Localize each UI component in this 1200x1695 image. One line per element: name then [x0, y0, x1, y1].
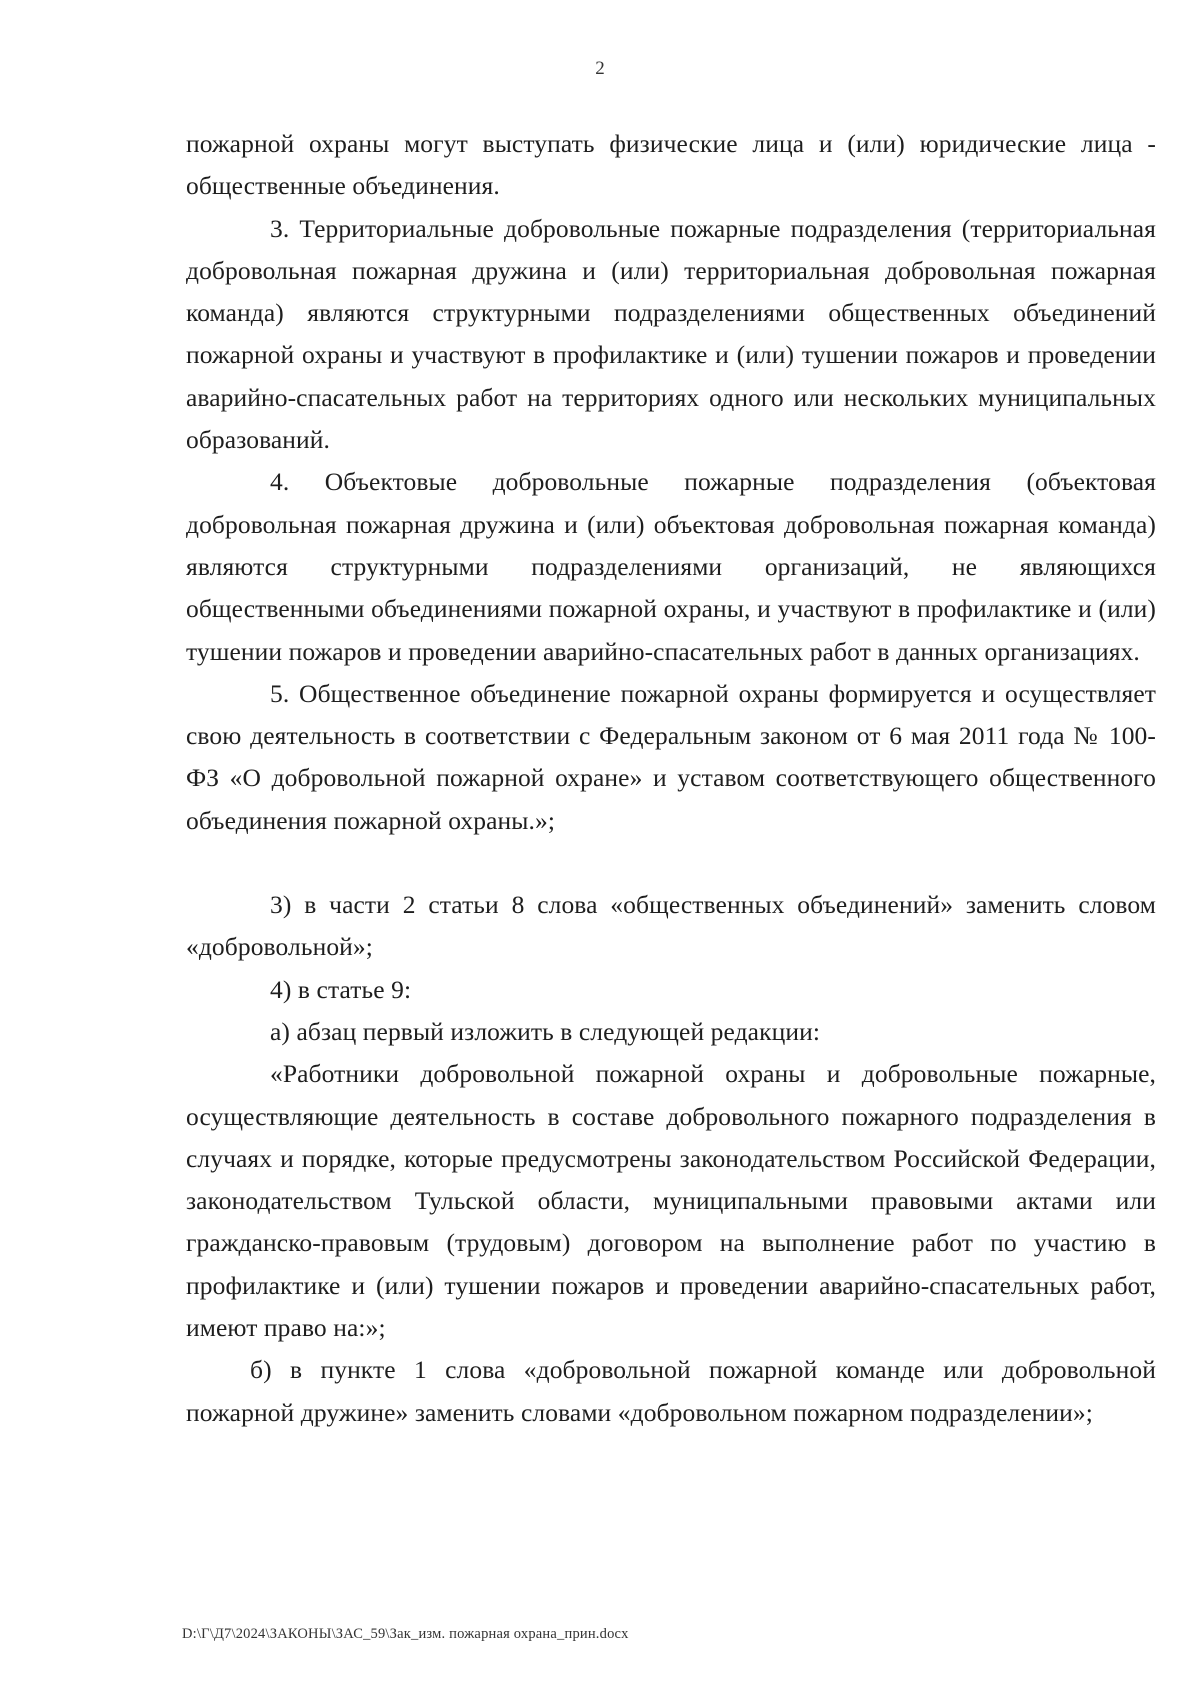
page-number: 2 — [595, 58, 605, 79]
paragraph-gap — [186, 842, 1156, 884]
paragraph-subitem-a: а) абзац первый изложить в следующей редакции: — [270, 1016, 820, 1046]
paragraph-amendment-3: 3) в части 2 статьи 8 слова «общественных объединений» заменить словом «добровольной»; — [186, 890, 1156, 962]
paragraph-item-4: 4. Объектовые добровольные пожарные подразделения (объектовая добровольная пожарная дружина и (или) объектовая добровольная пожарная команда) являются структурными подразделениями организаций, не являющихся общественными объединениями пожарной охраны, и участвуют в профилактике и (или) тушении пожаров и проведении аварийно-спасательных работ в данных организациях. — [186, 467, 1156, 666]
paragraph-item-5: 5. Общественное объединение пожарной охраны формируется и осуществляет свою деятельность в соответствии с Федеральным законом от 6 мая 2011 года № 100-ФЗ «О добровольной пожарной охране» и уставом соответствующего общественного объединения пожарной охраны.»; — [186, 678, 1156, 835]
footer-file-path: D:\Г\Д7\2024\ЗАКОНЫ\ЗАС_59\Зак_изм. пожарная охрана_прин.docx — [182, 1626, 629, 1642]
paragraph-quoted-text: «Работники добровольной пожарной охраны и добровольные пожарные, осуществляющие деятельность в составе добровольного пожарного подразделения в случаях и порядке, которые предусмотрены законодательством Российской Федерации, законодательством Тульской области, муниципальными правовыми актами или гражданско-правовым (трудовым) договором на выполнение работ по участию в профилактике и (или) тушении пожаров и проведении аварийно-спасательных работ, имеют право на:»; — [186, 1059, 1156, 1343]
paragraph-continuation: пожарной охраны могут выступать физические лица и (или) юридические лица - общественные объединения. — [186, 129, 1156, 201]
paragraph-item-3: 3. Территориальные добровольные пожарные подразделения (территориальная добровольная пожарная дружина и (или) территориальная добровольная пожарная команда) являются структурными подразделениями общественных объединений пожарной охраны и участвуют в профилактике и (или) тушении пожаров и проведении аварийно-спасательных работ на территориях одного или нескольких муниципальных образований. — [186, 213, 1156, 455]
document-body — [186, 123, 1156, 1434]
paragraph-subitem-b: б) в пункте 1 слова «добровольной пожарной команде или добровольной пожарной дружине» заменить словами «добровольном пожарном подразделении»; — [186, 1355, 1156, 1427]
paragraph-amendment-4: 4) в статье 9: — [270, 974, 412, 1004]
